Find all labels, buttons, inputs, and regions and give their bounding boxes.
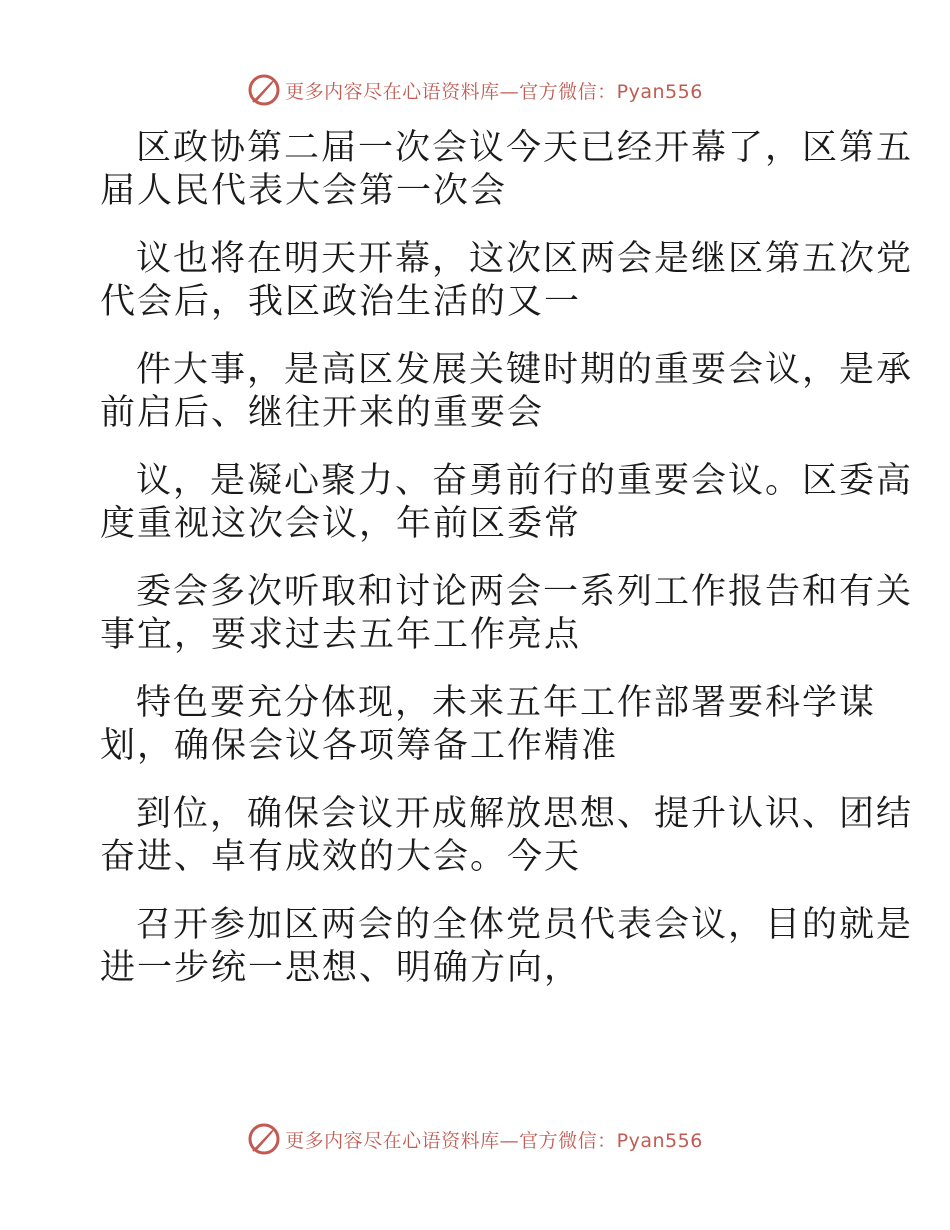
paragraph — [100, 571, 914, 657]
header-banner — [0, 70, 950, 110]
quill-logo-icon — [247, 1122, 281, 1156]
paragraph — [100, 682, 877, 768]
paragraph-line: 到位，确保会议开成解放思想、提升认识、团结 — [136, 794, 914, 834]
footer-promo — [285, 1126, 703, 1153]
header-promo-text: 更多内容尽在心语资料库—官方微信： — [285, 80, 617, 103]
paragraph-line: 届人民代表大会第一次会 — [100, 171, 508, 211]
footer-promo-text: 更多内容尽在心语资料库—官方微信： — [285, 1129, 617, 1152]
paragraph-line: 度重视这次会议，年前区委常 — [100, 504, 582, 544]
footer-wechat-id: Pyan556 — [616, 1129, 703, 1152]
paragraph-line: 区政协第二届一次会议今天已经开幕了，区第五 — [136, 128, 914, 168]
document-body — [100, 127, 914, 1015]
paragraph-line: 委会多次听取和讨论两会一系列工作报告和有关 — [136, 572, 914, 612]
paragraph — [100, 904, 914, 990]
paragraph — [100, 793, 914, 879]
paragraph-line: 议也将在明天开幕，这次区两会是继区第五次党 — [136, 239, 914, 279]
paragraph — [100, 349, 914, 435]
paragraph-line: 特色要充分体现，未来五年工作部署要科学谋 — [136, 683, 877, 723]
paragraph-line: 件大事，是高区发展关键时期的重要会议，是承 — [136, 350, 914, 390]
quill-logo-icon — [247, 73, 281, 107]
paragraph-line: 奋进、卓有成效的大会。今天 — [100, 837, 582, 877]
paragraph-line: 进一步统一思想、明确方向， — [100, 948, 582, 988]
footer-banner — [0, 1119, 950, 1159]
header-promo — [285, 77, 703, 104]
paragraph-line: 划，确保会议各项筹备工作精准 — [100, 726, 619, 766]
paragraph-line: 代会后，我区政治生活的又一 — [100, 282, 582, 322]
paragraph — [100, 460, 914, 546]
header-wechat-id: Pyan556 — [616, 80, 703, 103]
paragraph-line: 前启后、继往开来的重要会 — [100, 393, 545, 433]
paragraph — [100, 127, 914, 213]
paragraph-line: 召开参加区两会的全体党员代表会议，目的就是 — [136, 905, 914, 945]
paragraph-line: 事宜，要求过去五年工作亮点 — [100, 615, 582, 655]
paragraph — [100, 238, 914, 324]
paragraph-line: 议，是凝心聚力、奋勇前行的重要会议。区委高 — [136, 461, 914, 501]
